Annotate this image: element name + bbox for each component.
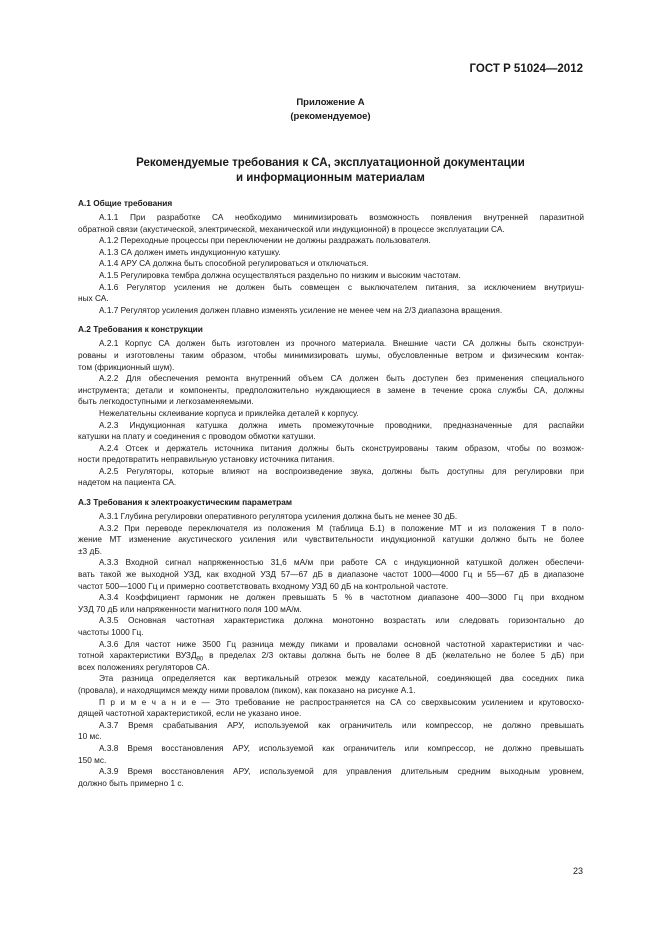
text-line: 10 мс. xyxy=(78,731,102,742)
text-line: А.2.1 Корпус СА должен быть изготовлен из прочного материала. Внешние части СА должны быть сконструи- xyxy=(99,338,584,349)
title-line-2: и информационным материалам xyxy=(236,171,425,184)
paragraph xyxy=(78,408,584,420)
paragraph xyxy=(78,615,584,638)
paragraph xyxy=(78,697,584,720)
text-line: том (фрикционный шум). xyxy=(78,361,175,372)
paragraph xyxy=(78,212,584,235)
text-line: А.3.3 Входной сигнал напряженностью 31,6 мА/м при работе СА с индукционной катушкой должен обеспечи- xyxy=(99,557,584,568)
text-line: всех положениях регуляторов СА. xyxy=(78,661,210,672)
appendix-heading xyxy=(0,96,661,124)
paragraph xyxy=(78,373,584,408)
paragraph xyxy=(78,270,584,282)
text-line: П р и м е ч а н и е — Это требование не распространяется на СА со сверхвысоким усилением и крутовосхо- xyxy=(99,696,584,707)
text-line: должно быть примерно 1 с. xyxy=(78,777,184,788)
text-line: А.3.7 Время срабатывания АРУ, используемой как ограничитель или компрессор, не должно превышать xyxy=(99,719,584,730)
standard-code: ГОСТ Р 51024—2012 xyxy=(469,63,583,75)
text-fragment: в пределах 2/3 октавы должна быть не более 8 дБ (желательно не более 5 дБ) при xyxy=(209,650,584,661)
text-line: А.2.5 Регуляторы, которые влияют на воспроизведение звука, должны быть доступны для регулировки при xyxy=(99,465,584,476)
text-line: обратной связи (акустической, электрической, механической или индукционной) в процессе эксплуатации СА. xyxy=(78,223,505,234)
text-line: надетом на пациента СА. xyxy=(78,477,177,488)
paragraph xyxy=(78,673,584,696)
text-line: Нежелательны склеивание корпуса и приклейка деталей к корпусу. xyxy=(99,407,359,418)
paragraph xyxy=(78,766,584,789)
text-line: А.3.8 Время восстановления АРУ, используемой как ограничитель или компрессор, не должно превышать xyxy=(99,742,584,753)
paragraph xyxy=(78,639,584,674)
text-line: А.2.2 Для обеспечения ремонта внутренний объем СА должен быть доступен без применения специального xyxy=(99,373,584,384)
text-line: частоты 1000 Гц. xyxy=(78,627,144,637)
paragraph xyxy=(78,466,584,489)
page-number: 23 xyxy=(572,866,583,876)
text-line: 150 мс. xyxy=(78,754,107,765)
paragraph xyxy=(78,523,584,558)
text-line: А.1.2 Переходные процессы при переключении не должны раздражать пользователя. xyxy=(99,235,431,246)
paragraph xyxy=(78,443,584,466)
text-line: быть легкодоступными и легкозаменяемыми. xyxy=(78,396,254,407)
appendix-status: (рекомендуемое) xyxy=(290,111,371,122)
paragraph xyxy=(78,592,584,615)
paragraph xyxy=(78,511,584,523)
text-line: А.1.7 Регулятор усиления должен плавно изменять усиление не менее чем на 2/3 диапазона вращения. xyxy=(99,304,503,315)
section-heading: А.3 Требования к электроакустическим параметрам xyxy=(78,497,292,508)
text-line: А.3.6 Для частот ниже 3500 Гц разница между пиками и провалами основной частотной характеристики и час- xyxy=(99,638,584,649)
section-spacer xyxy=(78,489,584,497)
text-line: А.1.4 АРУ СА должна быть способной регулироваться и отключаться. xyxy=(99,258,369,269)
text-line: А.1.3 СА должен иметь индукционную катушку. xyxy=(99,246,281,257)
text-line: А.3.5 Основная частотная характеристика должна монотонно возрастать или следовать горизонтально до xyxy=(99,615,584,626)
text-line: А.1.6 Регулятор усиления не должен быть совмещен с выключателем питания, за исключением внутриуш- xyxy=(99,281,584,292)
paragraph xyxy=(78,258,584,270)
document-title xyxy=(0,156,661,185)
text-line: А.1.1 При разработке СА необходимо минимизировать возможность появления внутренней паразитной xyxy=(99,212,584,222)
text-line: вать такой же выходной УЗД, как входной УЗД 57—67 дБ в диапазоне частот 1000—4000 Гц и 55—67 дБ в диапазоне xyxy=(78,569,584,580)
text-line: ных СА. xyxy=(78,293,109,304)
text-line: А.1.5 Регулировка тембра должна осуществляться раздельно по низким и высоким частотам. xyxy=(99,269,461,280)
paragraph xyxy=(78,305,584,317)
text-line: дящей частотной характеристикой, если не указано иное. xyxy=(78,708,302,719)
text-line: (провала), и находящимся между ними провалом (пиком), как показано на рисунке А.1. xyxy=(78,684,416,695)
text-line: ±3 дБ. xyxy=(78,545,103,556)
section-heading: А.1 Общие требования xyxy=(78,198,173,208)
text-line: частот 500—1000 Гц и примерно соответствовать входному УЗД 60 дБ на контрольной частоте. xyxy=(78,580,449,591)
text-line: А.3.1 Глубина регулировки оперативного регулятора усиления должна быть не менее 30 дБ. xyxy=(99,511,458,522)
text-line: А.2.3 Индукционная катушка должна иметь промежуточные проводники, предназначенные для распайки xyxy=(99,419,584,430)
paragraph xyxy=(78,338,584,373)
subscript: 90 xyxy=(196,656,204,663)
paragraph xyxy=(78,557,584,592)
text-line: А.3.4 Коэффициент гармоник не должен превышать 5 % в частотном диапазоне 400—3000 Гц при входном xyxy=(99,592,584,603)
text-line: А.3.2 При переводе переключателя из положения М (таблица Б.1) в положение МТ и из положения Т в поло- xyxy=(99,522,584,533)
section-spacer xyxy=(78,789,584,797)
text-line: рованы и изготовлены таким образом, чтобы минимизировать шумы, обусловленные ветром и физическим контак- xyxy=(78,349,584,360)
text-line: А.2.4 Отсек и держатель источника питания должны быть сконструированы таким образом, чтобы по возмож- xyxy=(99,442,584,453)
text-line: ности предотвратить неправильную установку источника питания. xyxy=(78,454,335,465)
text-line: жение МТ изменение акустического усиления или чувствительности индукционной катушки должно быть не более xyxy=(78,534,584,545)
paragraph xyxy=(78,235,584,247)
paragraph xyxy=(78,420,584,443)
title-line-1: Рекомендуемые требования к СА, эксплуатационной документации xyxy=(136,157,525,169)
section-heading: А.2 Требования к конструкции xyxy=(78,324,203,335)
text-line: А.3.9 Время восстановления АРУ, используемой для управления длительным средним выходным уровнем, xyxy=(99,766,584,777)
text-line xyxy=(78,650,584,662)
paragraph xyxy=(78,282,584,305)
text-line: Эта разница определяется как вертикальный отрезок между касательной, соединяющей два соседних пика xyxy=(99,673,584,684)
text-line: УЗД 70 дБ или напряженности магнитного поля 100 мА/м. xyxy=(78,603,302,614)
document-body xyxy=(78,198,584,797)
appendix-label: Приложение А xyxy=(296,97,365,108)
text-fragment: тотной характеристики ВУЗД xyxy=(78,650,197,661)
paragraph xyxy=(78,720,584,743)
paragraph xyxy=(78,247,584,259)
text-line: инструмента; детали и компоненты, предположительно нуждающиеся в замене в течение срока службы СА, должны xyxy=(78,384,584,395)
text-line: катушки на плату и соединения с проводом обмотки катушки. xyxy=(78,431,316,442)
paragraph xyxy=(78,743,584,766)
section-spacer xyxy=(78,316,584,324)
